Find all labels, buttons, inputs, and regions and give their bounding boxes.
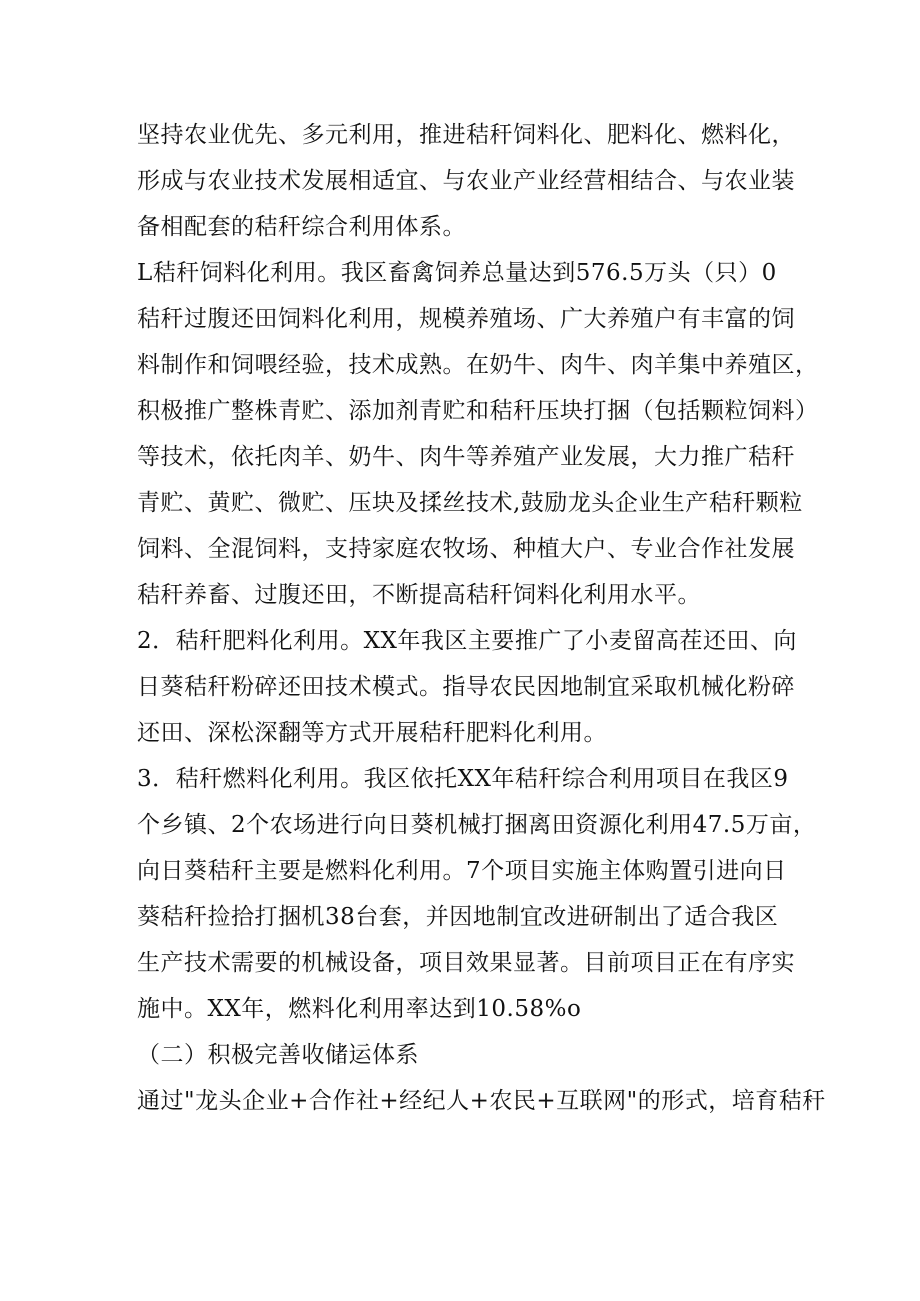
section-heading: （二）积极完善收储运体系 <box>137 1042 419 1068</box>
text-line-3: 备相配套的秸秆综合利用体系。 <box>137 214 466 240</box>
text-line-7: 积极推广整株青贮、添加剂青贮和秸秆压块打捆（包括颗粒饲料） <box>137 398 819 424</box>
text-line-12: 2．秸秆肥料化利用。XX年我区主要推广了小麦留高茬还田、向 <box>137 628 797 654</box>
text-line-16: 个乡镇、2个农场进行向日葵机械打捆离田资源化利用47.5万亩， <box>137 812 817 838</box>
text-line-9: 青贮、黄贮、微贮、压块及揉丝技术,鼓励龙头企业生产秸秆颗粒 <box>137 490 803 516</box>
text-line-5: 秸秆过腹还田饲料化利用，规模养殖场、广大养殖户有丰富的饲 <box>137 306 795 332</box>
text-line-4: L秸秆饲料化利用。我区畜禽饲养总量达到576.5万头（只）0 <box>137 260 777 286</box>
text-line-20: 施中。XX年，燃料化利用率达到10.58%o <box>137 996 582 1022</box>
text-line-13: 日葵秸秆粉碎还田技术模式。指导农民因地制宜采取机械化粉碎 <box>137 674 795 700</box>
text-line-11: 秸秆养畜、过腹还田，不断提高秸秆饲料化利用水平。 <box>137 582 701 608</box>
text-line-19: 生产技术需要的机械设备，项目效果显著。目前项目正在有序实 <box>137 950 795 976</box>
text-line-22: 通过"龙头企业+合作社+经纪人+农民+互联网"的形式，培育秸秆 <box>137 1088 826 1114</box>
text-line-15: 3．秸秆燃料化利用。我区依托XX年秸秆综合利用项目在我区9 <box>137 766 789 792</box>
text-line-17: 向日葵秸秆主要是燃料化利用。7个项目实施主体购置引进向日 <box>137 858 787 884</box>
text-line-10: 饲料、全混饲料，支持家庭农牧场、种植大户、专业合作社发展 <box>137 536 795 562</box>
text-line-18: 葵秸秆捡拾打捆机38台套，并因地制宜改进研制出了适合我区 <box>137 904 779 930</box>
text-line-2: 形成与农业技术发展相适宜、与农业产业经营相结合、与农业装 <box>137 168 795 194</box>
text-line-8: 等技术，依托肉羊、奶牛、肉牛等养殖产业发展，大力推广秸秆 <box>137 444 795 470</box>
text-line-6: 料制作和饲喂经验，技术成熟。在奶牛、肉牛、肉羊集中养殖区， <box>137 352 819 378</box>
text-line-14: 还田、深松深翻等方式开展秸秆肥料化利用。 <box>137 720 607 746</box>
text-line-1: 坚持农业优先、多元利用，推进秸秆饲料化、肥料化、燃料化， <box>137 122 795 148</box>
